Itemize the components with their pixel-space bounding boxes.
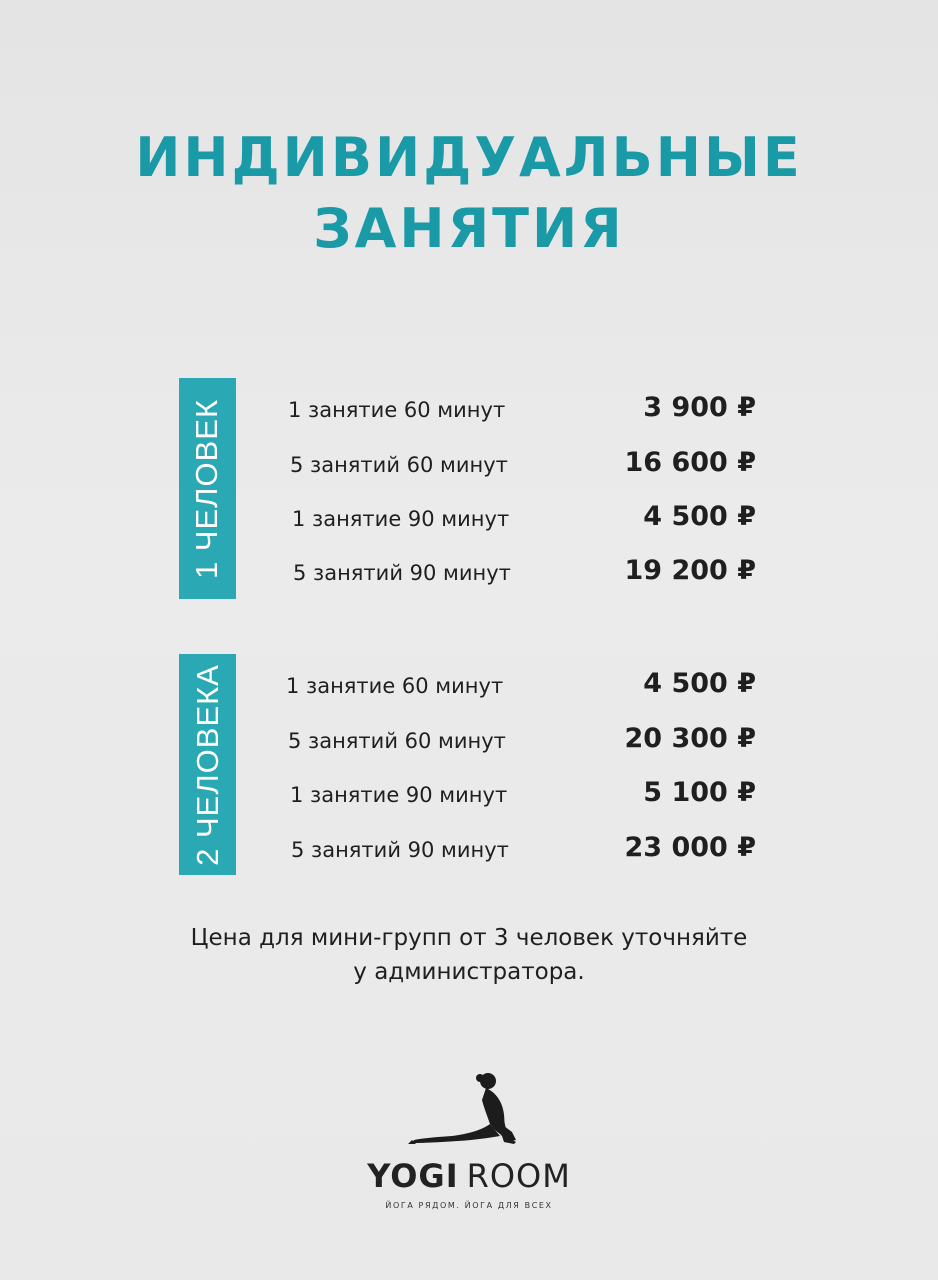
price-row [260,445,760,485]
price-row [260,775,760,815]
price-row [260,553,760,593]
brand-tagline: ЙОГА РЯДОМ. ЙОГА ДЛЯ ВСЕХ [385,1201,553,1210]
group-label-text: 1 ЧЕЛОВЕК [189,398,225,579]
price-row [260,721,760,761]
price-row-amount: 4 500 ₽ [643,501,756,532]
price-row-description: 1 занятие 90 минут [290,783,508,807]
mini-group-note-line-1: Цена для мини-групп от 3 человек уточняйте [190,925,748,951]
price-row-description: 1 занятие 60 минут [286,674,504,698]
price-row-description: 1 занятие 90 минут [292,507,510,531]
price-row [260,830,760,870]
price-row-amount: 19 200 ₽ [624,555,756,586]
price-row-amount: 23 000 ₽ [624,832,756,863]
price-row-amount: 5 100 ₽ [643,777,756,808]
price-row-amount: 16 600 ₽ [624,447,756,478]
price-row-amount: 3 900 ₽ [643,392,756,423]
price-row-description: 5 занятий 60 минут [290,453,508,477]
price-row-description: 5 занятий 60 минут [288,729,506,753]
price-row [260,499,760,539]
price-row-description: 5 занятий 90 минут [291,838,509,862]
page-title-line-2: ЗАНЯТИЯ [313,197,625,260]
brand-word-yogi: YOGI [367,1157,459,1195]
price-row-amount: 20 300 ₽ [624,723,756,754]
group-label-2-people [179,654,236,875]
page-title-line-1: ИНДИВИДУАЛЬНЫЕ [135,126,803,189]
yoga-cobra-pose-icon [408,1070,538,1150]
mini-group-note-line-2: у администратора. [353,959,585,985]
brand-logo [0,1157,938,1195]
price-row-description: 5 занятий 90 минут [293,561,511,585]
price-row-description: 1 занятие 60 минут [288,398,506,422]
brand-word-room: ROOM [466,1157,571,1195]
group-label-1-person [179,378,236,599]
group-label-text: 2 ЧЕЛОВЕКА [189,663,225,866]
price-row [260,390,760,430]
price-row-amount: 4 500 ₽ [643,668,756,699]
price-row [260,666,760,706]
